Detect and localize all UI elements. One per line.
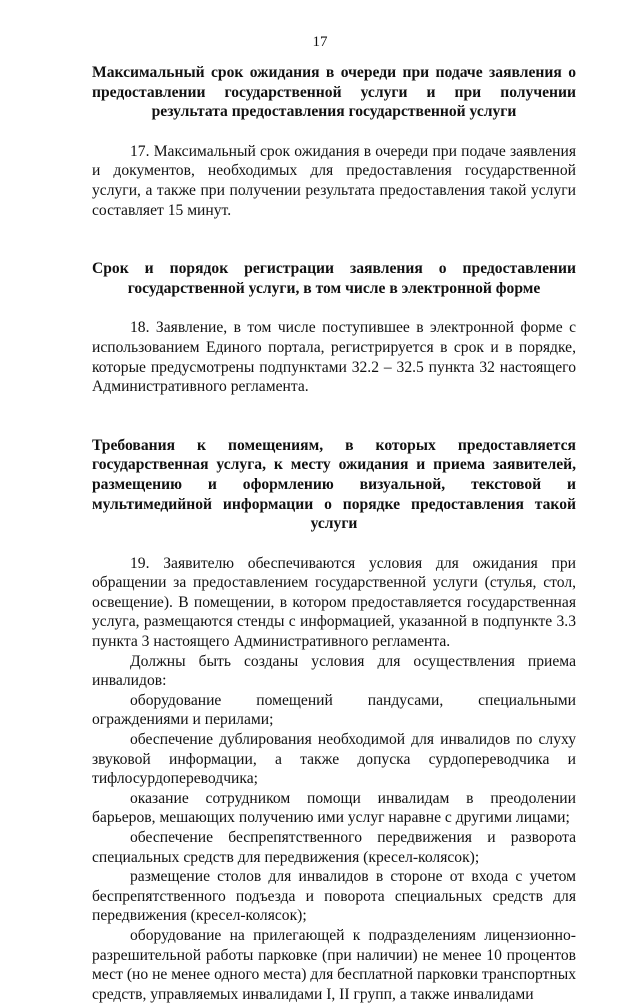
list-item: обеспечение беспрепятственного передвижения и разворота специальных средств для передвижения (кресел-колясок); — [92, 829, 576, 866]
section-heading-registration: Срок и порядок регистрации заявления о предоставлении государственной услуги, в том числе в электронной форме — [92, 260, 576, 297]
page-number: 17 — [312, 34, 328, 50]
list-item: оборудование на прилегающей к подразделениям лицензионно-разрешительной работы парковке (при наличии) не менее 10 процентов мест (но не менее одного места) для бесплатной парковки транспортных средств, управляемых инвалидами I, II групп, а также инвалидами — [92, 926, 576, 1003]
section-heading-premises: Требования к помещениям, в которых предоставляется государственная услуга, к месту ожидания и приема заявителей, размещению и оформлению визуальной, текстовой и мультимедийной информации о порядке предоставления такой услуги — [92, 436, 576, 533]
spacer — [92, 122, 576, 142]
spacer — [92, 220, 576, 240]
list-item: оборудование помещений пандусами, специальными ограждениями и перилами; — [92, 691, 576, 729]
section-heading-queue-time: Максимальный срок ожидания в очереди при подаче заявления о предоставлении государственной услуги и при получении результата предоставления государственной услуги — [92, 64, 576, 121]
list-item: оказание сотрудником помощи инвалидам в преодолении барьеров, мешающих получению ими услуг наравне с другими лицами; — [92, 789, 576, 827]
spacer — [92, 397, 576, 417]
paragraph-19: 19. Заявителю обеспечиваются условия для ожидания при обращении за предоставлением государственной услуги (стулья, стол, освещение). В помещении, в котором предоставляется государственная услуга, размещаются стенды с информацией, указанной в подпункте 3.3 пункта 3 настоящего Административного регламента. — [92, 554, 576, 651]
document-body — [92, 63, 576, 1004]
spacer — [92, 534, 576, 554]
paragraph-18: 18. Заявление, в том числе поступившее в электронной форме с использованием Единого портала, регистрируется в срок и в порядке, которые предусмотрены подпунктами 32.2 – 32.5 пункта 32 настоящего Административного регламента. — [92, 319, 576, 396]
spacer — [92, 240, 576, 259]
spacer — [92, 417, 576, 436]
list-item: размещение столов для инвалидов в стороне от входа с учетом беспрепятственного подъезда и поворота специальных средств для передвижения (кресел-колясок); — [92, 868, 576, 925]
list-item: обеспечение дублирования необходимой для инвалидов по слуху звуковой информации, а также допуска сурдопереводчика и тифлосурдопереводчика; — [92, 731, 576, 788]
spacer — [92, 298, 576, 318]
paragraph-disabled-conditions: Должны быть созданы условия для осуществления приема инвалидов: — [92, 652, 576, 690]
paragraph-17: 17. Максимальный срок ожидания в очереди при подаче заявления и документов, необходимых для предоставления государственной услуги, а также при получении результата предоставления такой услуги составляет 15 минут. — [92, 142, 576, 219]
